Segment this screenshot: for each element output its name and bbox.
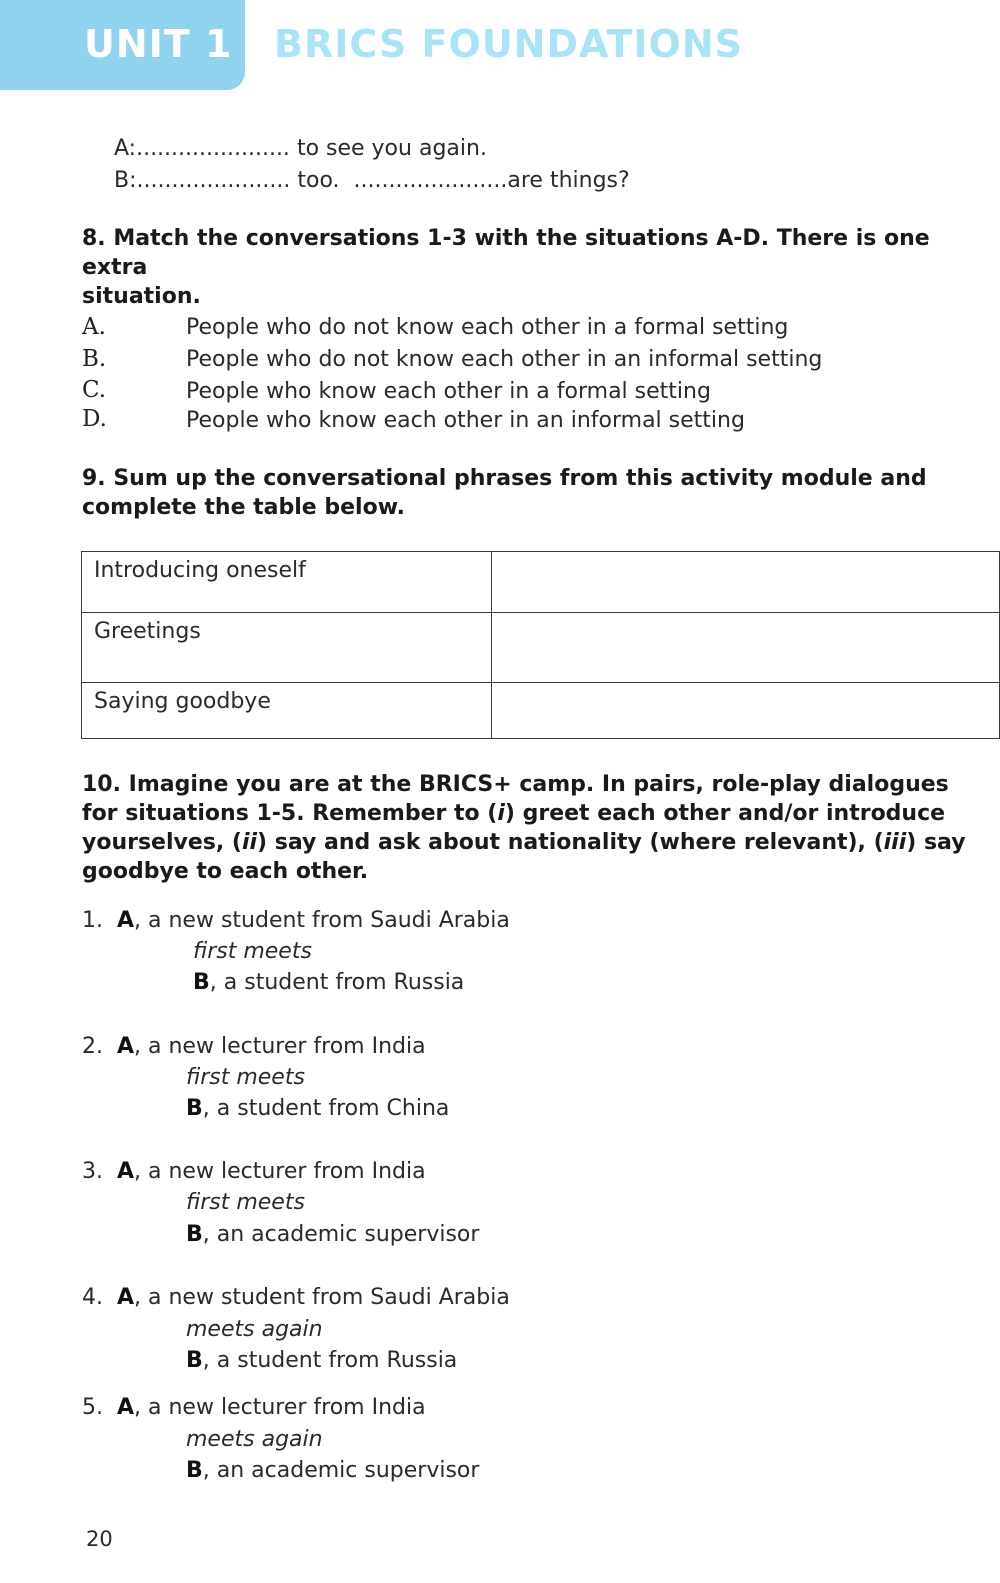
speaker-a-label: A: [117, 1159, 135, 1184]
task-10-roman-iii: iii: [883, 830, 907, 855]
dialogue-b-text1: too.: [297, 168, 340, 193]
table-cell-label: Saying goodbye: [82, 683, 492, 739]
page-number: 20: [86, 1527, 113, 1551]
situation-b-text: , an academic supervisor: [202, 1458, 480, 1483]
dialogue-line-b: [114, 168, 630, 193]
table-cell-answer[interactable]: [492, 683, 1000, 739]
task-9-instruction: [82, 464, 987, 522]
task-10-line-1: 10. Imagine you are at the BRICS+ camp. In pairs, role-play dialogues: [82, 772, 949, 797]
speaker-b-label: B: [193, 970, 210, 995]
situation-b-text: , a student from Russia: [209, 970, 465, 995]
situation-2-a: [82, 1034, 426, 1059]
task-10-line-3: [82, 828, 987, 857]
situation-b-text: , an academic supervisor: [202, 1222, 480, 1247]
speaker-a-label: A: [117, 1034, 135, 1059]
situation-a-text: , a new lecturer from India: [134, 1395, 426, 1420]
situation-1-verb: first meets: [193, 939, 312, 964]
speaker-a-label: A: [117, 908, 135, 933]
situation-b-text: , a student from China: [202, 1096, 450, 1121]
blank-b2: ......................: [353, 168, 508, 193]
situation-5-b: [186, 1458, 479, 1483]
situation-3-a: [82, 1159, 426, 1184]
speaker-a-label: A: [117, 1285, 135, 1310]
task-10-line-3-a: yourselves, (: [82, 830, 242, 855]
situation-b-text: , a student from Russia: [202, 1348, 458, 1373]
situation-2-verb: first meets: [186, 1065, 305, 1090]
speaker-a: A:: [114, 136, 137, 161]
task-10-line-2-b: ) greet each other and/or introduce: [504, 801, 946, 826]
table-cell-answer[interactable]: [492, 552, 1000, 613]
situation-a-text: , a new lecturer from India: [134, 1034, 426, 1059]
task-10-roman-i: i: [497, 801, 505, 826]
task-9-line-2: complete the table below.: [82, 495, 405, 520]
task-10-line-2-a: for situations 1-5. Remember to (: [82, 801, 498, 826]
situation-3-verb: first meets: [186, 1190, 305, 1215]
situation-number: 1.: [82, 908, 103, 933]
table-cell-label: Introducing oneself: [82, 552, 492, 613]
phrases-table: [81, 551, 1000, 739]
situation-a-text: , a new student from Saudi Arabia: [134, 908, 510, 933]
blank-a: ......................: [136, 136, 290, 161]
task-10-line-4: goodbye to each other.: [82, 859, 369, 884]
situation-number: 2.: [82, 1034, 103, 1059]
task-8-instruction: [82, 224, 987, 311]
speaker-b-label: B: [186, 1096, 203, 1121]
table-row: [82, 683, 1000, 739]
option-text-a: People who do not know each other in a formal setting: [186, 315, 789, 340]
speaker-b-label: B: [186, 1348, 203, 1373]
blank-b1: ......................: [136, 168, 291, 193]
speaker-b: B:: [114, 168, 137, 193]
unit-label: UNIT 1: [84, 22, 233, 66]
situation-3-b: [186, 1222, 479, 1247]
situation-a-text: , a new student from Saudi Arabia: [134, 1285, 510, 1310]
dialogue-b-text2: are things?: [507, 168, 630, 193]
option-text-d: People who know each other in an informal setting: [186, 408, 745, 433]
situation-1-a: [82, 908, 510, 933]
table-row: [82, 613, 1000, 683]
situation-4-verb: meets again: [186, 1317, 323, 1342]
dialogue-line-a: [114, 136, 487, 161]
task-8-line-2: situation.: [82, 284, 201, 309]
situation-2-b: [186, 1096, 449, 1121]
option-letter-b: B.: [82, 346, 107, 372]
situation-number: 4.: [82, 1285, 103, 1310]
table-cell-label: Greetings: [82, 613, 492, 683]
table-row: [82, 552, 1000, 613]
situation-5-a: [82, 1395, 426, 1420]
situation-a-text: , a new lecturer from India: [134, 1159, 426, 1184]
speaker-b-label: B: [186, 1222, 203, 1247]
option-letter-d: D.: [82, 406, 107, 432]
task-10-instruction: [82, 770, 987, 886]
situation-4-a: [82, 1285, 510, 1310]
task-10-line-2: [82, 799, 987, 828]
situation-5-verb: meets again: [186, 1427, 323, 1452]
situation-4-b: [186, 1348, 457, 1373]
option-letter-a: A.: [82, 314, 106, 340]
unit-title: BRICS FOUNDATIONS: [274, 22, 744, 66]
task-9-line-1: 9. Sum up the conversational phrases from this activity module and: [82, 466, 927, 491]
situation-1-b: [193, 970, 464, 995]
speaker-b-label: B: [186, 1458, 203, 1483]
situation-number: 3.: [82, 1159, 103, 1184]
speaker-a-label: A: [117, 1395, 135, 1420]
task-10-roman-ii: ii: [241, 830, 258, 855]
task-8-line-1: 8. Match the conversations 1-3 with the situations A-D. There is one extra: [82, 226, 930, 280]
task-10-line-3-b: ) say and ask about nationality (where relevant), (: [257, 830, 884, 855]
task-10-line-3-c: ) say: [906, 830, 966, 855]
dialogue-a-text: to see you again.: [296, 136, 487, 161]
option-text-b: People who do not know each other in an informal setting: [186, 347, 823, 372]
situation-number: 5.: [82, 1395, 103, 1420]
option-text-c: People who know each other in a formal setting: [186, 379, 711, 404]
option-letter-c: C.: [82, 377, 107, 403]
table-cell-answer[interactable]: [492, 613, 1000, 683]
